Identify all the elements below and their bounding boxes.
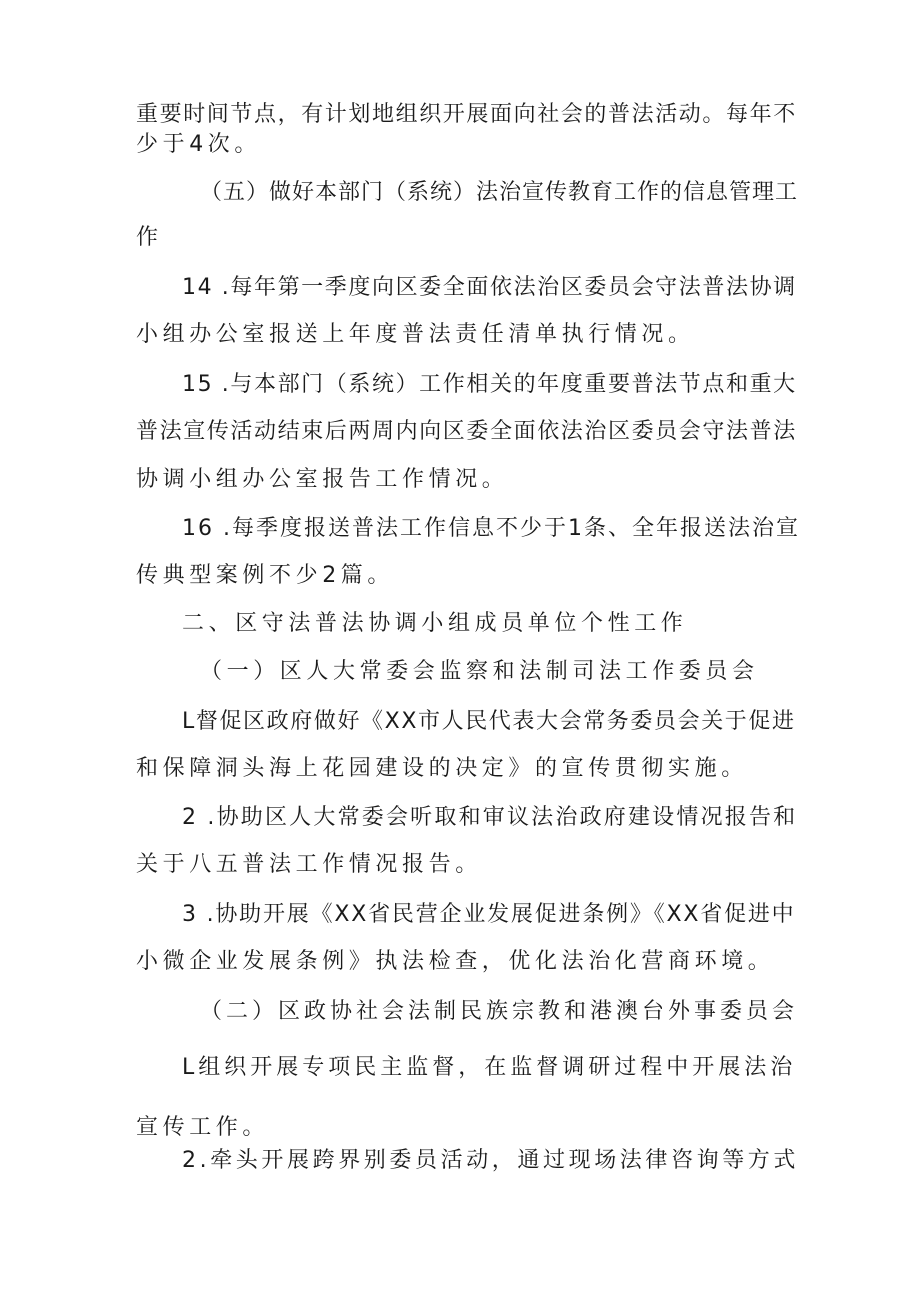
sub1-item-3-line-1: 3 .协助开展《XX省民营企业发展促进条例》《XX省促进中 (182, 902, 796, 927)
item-15-line-2: 普法宣传活动结束后两周内向区委全面依法治区委员会守法普法 (136, 419, 797, 444)
section-heading-5: （五）做好本部门（系统）法治宣传教育工作的信息管理工 (200, 180, 799, 205)
item-16-line-1: 16 .每季度报送普法工作信息不少于1条、全年报送法治宣 (182, 516, 800, 541)
sub1-item-1-line-1: L督促区政府做好《XX市人民代表大会常务委员会关于促进 (182, 709, 796, 734)
section-heading-2: 二、区守法普法协调小组成员单位个性工作 (182, 611, 688, 636)
item-15-line-3: 协调小组办公室报告工作情况。 (136, 467, 509, 492)
sub1-item-2-line-1: 2 .协助区人大常委会听取和审议法治政府建设情况报告和 (182, 805, 798, 830)
subsection-heading-1: （一）区人大常委会监察和法制司法工作委员会 (200, 659, 759, 684)
text-line-2: 少于4次。 (136, 132, 261, 157)
item-14-line-2: 小组办公室报送上年度普法责任清单执行情况。 (136, 322, 695, 347)
subsection-heading-2: （二）区政协社会法制民族宗教和港澳台外事委员会 (200, 999, 799, 1024)
text-line-4: 作 (136, 225, 163, 250)
item-16-line-2: 传典型案例不少2篇。 (136, 563, 394, 588)
sub1-item-1-line-2: 和保障洞头海上花园建设的决定》的宣传贯彻实施。 (136, 756, 748, 781)
sub1-item-2-line-2: 关于八五普法工作情况报告。 (136, 852, 482, 877)
text-line-1: 重要时间节点，有计划地组织开展面向社会的普法活动。每年不 (136, 102, 797, 127)
sub2-item-2-line-1: 2.牵头开展跨界别委员活动，通过现场法律咨询等方式 (182, 1148, 799, 1173)
sub1-item-3-line-2: 小微企业发展条例》执法检查，优化法治化营商环境。 (136, 949, 775, 974)
item-14-line-1: 14 .每年第一季度向区委全面依法治区委员会守法普法协调 (182, 275, 797, 300)
sub2-item-1-line-1: L组织开展专项民主监督，在监督调研过程中开展法治 (182, 1055, 797, 1080)
sub2-item-1-line-2: 宣传工作。 (136, 1115, 270, 1140)
item-15-line-1: 15 .与本部门（系统）工作相关的年度重要普法节点和重大 (182, 372, 797, 397)
